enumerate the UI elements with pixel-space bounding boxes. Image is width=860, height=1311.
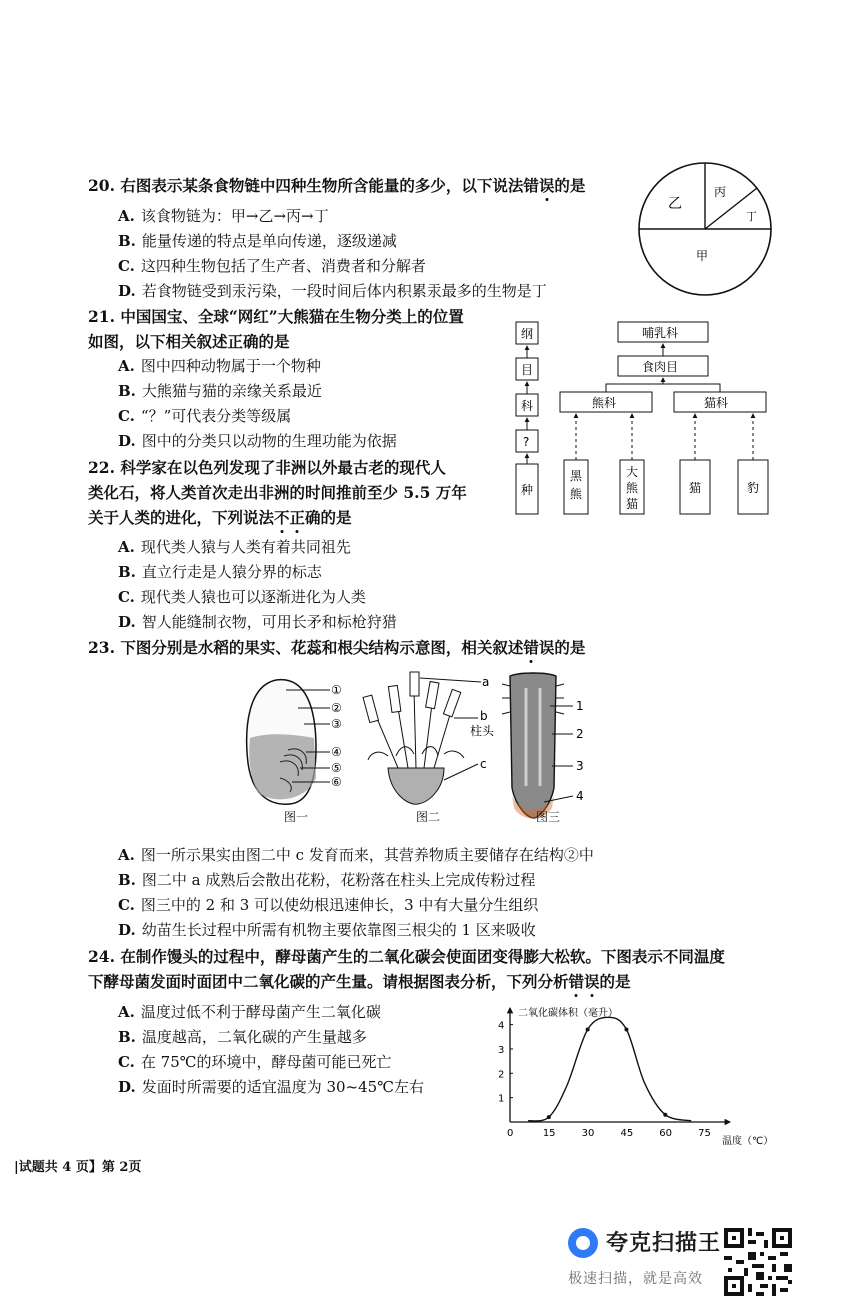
x-tick-label: 45 <box>620 1128 634 1139</box>
footer-bar: | <box>14 1160 19 1175</box>
fig1-mark-1: ① <box>331 683 342 697</box>
fig1-mark-6: ⑥ <box>331 775 342 789</box>
fig1-rice-fruit <box>247 680 342 805</box>
y-tick-label: 4 <box>498 1020 505 1032</box>
y-axis-label: 二氧化碳体积（毫升） <box>518 1008 618 1019</box>
level-order: 目 <box>521 363 534 377</box>
chart-data-point <box>547 1115 551 1119</box>
pie-label-yi: 乙 <box>668 196 682 212</box>
fig2-mark-stigma: 柱头 <box>470 724 495 738</box>
q21-option-c: C. “？”可代表分类等级属 <box>118 407 292 425</box>
fig3-mark-4: 4 <box>576 789 584 803</box>
q22-stem-line1: 22. 科学家在以色列发现了非洲以外最古老的现代人 <box>88 458 446 477</box>
energy-pie-figure <box>636 160 774 298</box>
q24-option-d: D. 发面时所需要的适宜温度为 30~45℃左右 <box>118 1078 424 1096</box>
box-mammalia: 哺乳科 <box>642 326 679 340</box>
q21-option-d: D. 图中的分类只以动物的生理功能为依据 <box>118 432 397 450</box>
fig2-mark-c: c <box>480 757 487 771</box>
pie-label-jia: 甲 <box>696 249 709 263</box>
q20-option-c: C. 这四种生物包括了生产者、消费者和分解者 <box>118 257 426 275</box>
q24-option-c: C. 在 75℃的环境中，酵母菌可能已死亡 <box>118 1053 392 1071</box>
fig3-root-tip <box>502 673 584 819</box>
fig1-caption: 图一 <box>284 810 309 824</box>
q21-option-b: B. 大熊猫与猫的亲缘关系最近 <box>118 382 322 400</box>
emph-char: 误 <box>584 972 600 991</box>
q24-option-a: A. 温度过低不利于酵母菌产生二氧化碳 <box>118 1003 381 1021</box>
emph-char: 错 <box>523 176 539 195</box>
x-axis-label: 温度（℃） <box>722 1136 774 1147</box>
qr-code-icon <box>724 1228 792 1296</box>
fig2-mark-a: a <box>482 675 490 689</box>
q22-stem-line2: 类化石，将人类首次走出非洲的时间推前至少 5.5 万年 <box>88 483 467 502</box>
co2-series-line <box>528 1017 691 1121</box>
fig3-caption: 图三 <box>536 810 561 824</box>
q20-stem: 20. 右图表示某条食物链中四种生物所含能量的多少，以下说法错误的是 <box>88 176 586 195</box>
box-carnivora: 食肉目 <box>642 360 679 374</box>
co2-temperature-chart <box>490 1000 790 1148</box>
fig2-rice-flower <box>363 672 495 804</box>
q22-option-c: C. 现代类人猿也可以逐渐进化为人类 <box>118 588 366 606</box>
fig1-mark-3: ③ <box>331 717 342 731</box>
q21-stem-line1: 21. 中国国宝、全球“网红”大熊猫在生物分类上的位置 <box>88 307 464 326</box>
species-cat: 猫 <box>689 481 702 495</box>
q22-option-b: B. 直立行走是人猿分界的标志 <box>118 563 322 581</box>
q22-option-d: D. 智人能缝制衣物，可用长矛和标枪狩猎 <box>118 613 397 631</box>
q21-option-a: A. 图中四种动物属于一个物种 <box>118 357 321 375</box>
x-tick-label: 0 <box>507 1128 514 1139</box>
q21-stem-line2: 如图，以下相关叙述正确的是 <box>88 332 290 351</box>
species-leopard: 豹 <box>747 481 760 495</box>
y-tick-label: 1 <box>498 1093 505 1105</box>
level-species: 种 <box>521 483 534 497</box>
emph-char: 误 <box>538 176 555 195</box>
brand-slogan: 极速扫描，就是高效 <box>568 1271 703 1287</box>
q24-stem-line2: 下酵母菌发面时面团中二氧化碳的产生量。请根据图表分析，下列分析错误的是 <box>88 972 631 991</box>
q23-option-d: D. 幼苗生长过程中所需有机物主要依靠图三根尖的 1 区来吸收 <box>118 921 536 939</box>
fig3-mark-2: 2 <box>576 727 584 741</box>
level-unknown: ? <box>523 435 530 449</box>
taxonomy-diagram <box>510 316 778 520</box>
q23-option-b: B. 图二中 a 成熟后会散出花粉，花粉落在柱头上完成传粉过程 <box>118 871 536 889</box>
box-ursidae: 熊科 <box>592 396 617 410</box>
chart-data-point <box>663 1113 667 1117</box>
fig2-mark-b: b <box>480 709 488 723</box>
fig3-mark-1: 1 <box>576 699 584 713</box>
emph-char: 不 <box>274 508 290 527</box>
chart-data-point <box>624 1027 628 1031</box>
y-tick-label: 2 <box>498 1069 505 1081</box>
q23-stem: 23. 下图分别是水稻的果实、花蕊和根尖结构示意图，相关叙述错误的是 <box>88 638 586 657</box>
fig2-caption: 图二 <box>416 810 441 824</box>
q20-option-d: D. 若食物链受到汞污染，一段时间后体内积累汞最多的生物是丁 <box>118 282 547 300</box>
chart-data-point <box>586 1027 590 1031</box>
q24-option-b: B. 温度越高，二氧化碳的产生量越多 <box>118 1028 367 1046</box>
level-family: 科 <box>521 399 534 413</box>
q20-option-b: B. 能量传递的特点是单向传递，逐级递减 <box>118 232 397 250</box>
x-tick-label: 75 <box>698 1128 711 1139</box>
species-black-bear: 黑熊 <box>570 469 583 501</box>
emph-char: 错 <box>568 972 585 991</box>
fig1-mark-2: ② <box>331 701 342 715</box>
brand-name: 夸克扫描王 <box>606 1231 722 1256</box>
q23-option-c: C. 图三中的 2 和 3 可以使幼根迅速伸长，3 中有大量分生组织 <box>118 896 539 914</box>
q20-option-a: A. 该食物链为：甲→乙→丙→丁 <box>118 207 329 225</box>
rice-structures-figure <box>238 668 618 830</box>
x-tick-label: 60 <box>659 1128 673 1139</box>
pie-label-ding: 丁 <box>746 210 757 223</box>
fig1-mark-5: ⑤ <box>331 761 342 775</box>
q22-option-a: A. 现代类人猿与人类有着共同祖先 <box>118 538 351 556</box>
q23-option-a: A. 图一所示果实由图二中 c 发育而来，其营养物质主要储存在结构②中 <box>118 846 594 864</box>
page-footer: |试题共 4 页】第 2页 <box>14 1160 142 1175</box>
box-felidae: 猫科 <box>704 396 729 410</box>
x-tick-label: 30 <box>581 1128 595 1139</box>
species-giant-panda: 大熊猫 <box>626 465 639 511</box>
q24-stem-line1: 24. 在制作馒头的过程中，酵母菌产生的二氧化碳会使面团变得膨大松软。下图表示不同温度 <box>88 947 725 966</box>
quark-logo-icon <box>568 1228 598 1258</box>
q22-stem-line3: 关于人类的进化，下列说法不正确的是 <box>88 508 352 527</box>
fig3-mark-3: 3 <box>576 759 584 773</box>
emph-char: 正 <box>289 508 306 527</box>
y-tick-label: 3 <box>498 1044 505 1056</box>
level-class: 纲 <box>521 327 534 341</box>
fig1-mark-4: ④ <box>331 745 342 759</box>
emph-char: 错 <box>523 638 539 657</box>
pie-label-bing: 丙 <box>714 185 727 199</box>
x-tick-label: 15 <box>542 1128 556 1139</box>
